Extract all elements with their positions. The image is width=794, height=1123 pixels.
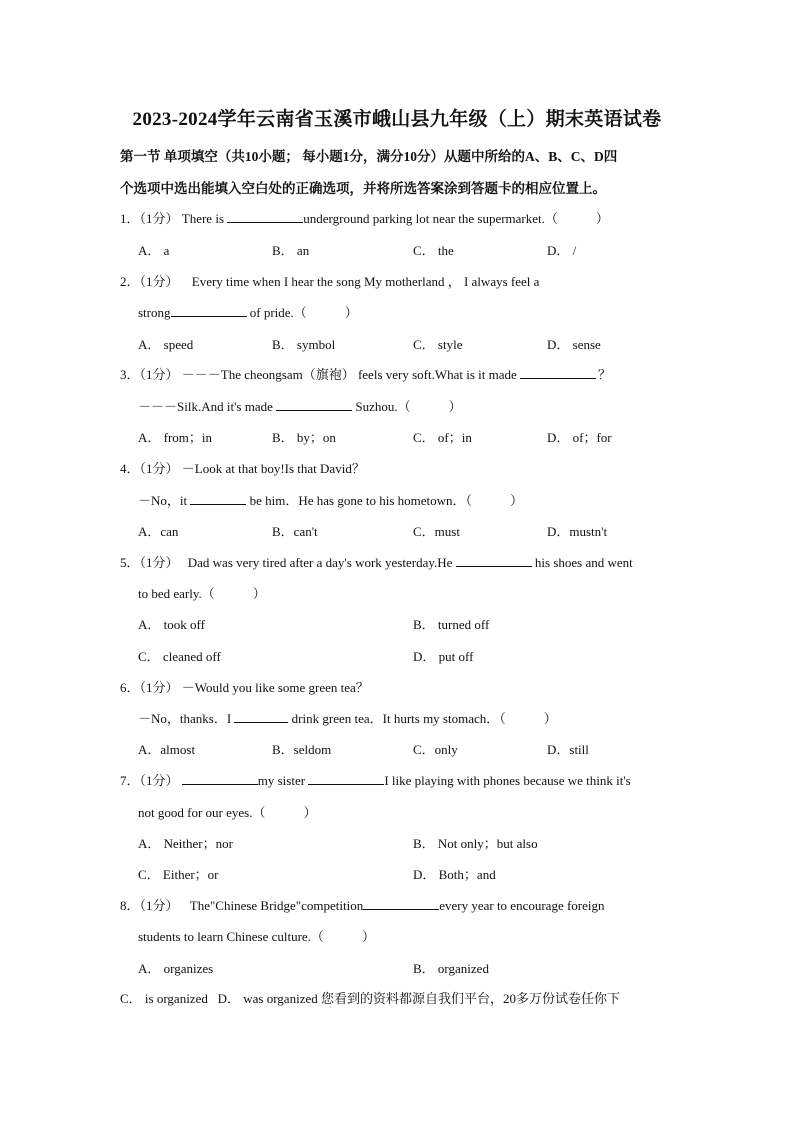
question-stem: my sister — [257, 773, 309, 788]
question-7: 7．（1分） my sister I like playing with phones because we think it's — [120, 773, 631, 788]
option-c: C． Either；or — [138, 867, 219, 882]
option-b: B． by；on — [272, 430, 336, 445]
answer-blank — [363, 897, 439, 910]
option-a: A．almost — [138, 742, 196, 757]
question-3-line2: －－－Silk.And it's made Suzhou.（ ） — [138, 399, 462, 414]
option-b: B． Not only；but also — [413, 836, 538, 851]
option-a: A． speed — [138, 337, 194, 352]
question-5-line2: to bed early.（ ） — [138, 586, 266, 601]
option-a: A． a — [138, 243, 170, 258]
section-instruction-line2: 个选项中选出能填入空白处的正确选项，并将所选答案涂到答题卡的相应位置上。 — [120, 181, 606, 196]
answer-blank — [276, 398, 352, 411]
option-a: A． Neither；nor — [138, 836, 233, 851]
question-3: 3．（1分） －－－The cheongsam（旗袍） feels very soft.What is it made ？ — [120, 367, 612, 382]
question-2-line2: strong of pride.（ ） — [138, 305, 358, 320]
answer-blank — [171, 304, 247, 317]
option-d: D． sense — [547, 337, 601, 352]
option-c: C． style — [413, 337, 463, 352]
promo-text: 您看到的资料都源自我们平台，20多万份试卷任你下 — [320, 991, 620, 1006]
page-title: 2023-2024学年云南省玉溪市峨山县九年级（上）期末英语试卷 — [132, 109, 662, 130]
question-number: 1．（1分） — [120, 211, 179, 226]
option-c: C． of；in — [413, 430, 472, 445]
option-a: A． organizes — [138, 961, 214, 976]
option-b: B． organized — [413, 961, 489, 976]
option-d: D． / — [547, 243, 577, 258]
question-stem: There is — [181, 211, 228, 226]
question-1: 1．（1分） There is underground parking lot near the supermarket.（ ） — [120, 211, 609, 226]
option-b: B．seldom — [272, 742, 332, 757]
question-stem: －－－The cheongsam（旗袍） feels very soft.What is it made — [181, 367, 521, 382]
option-c: C． is organized — [120, 991, 208, 1006]
option-c: C．must — [413, 524, 460, 539]
question-stem: Dad was very tired after a day's work yesterday.He — [187, 555, 456, 570]
question-number: 7．（1分） — [120, 773, 179, 788]
question-number: 5．（1分） — [120, 555, 179, 570]
question-stem: underground parking lot near the supermarket.（ — [303, 211, 558, 226]
question-number: 3．（1分） — [120, 367, 179, 382]
option-d: D． was organized — [217, 991, 318, 1006]
option-a: A． from；in — [138, 430, 213, 445]
question-6 — [120, 677, 369, 696]
option-b: B． symbol — [272, 337, 336, 352]
question-number: 8．（1分） — [120, 898, 179, 913]
option-d: D． put off — [413, 649, 474, 664]
question-number: 2．（1分） — [120, 274, 179, 289]
question-number: 4．（1分） — [120, 461, 179, 476]
option-d: D． Both；and — [413, 867, 496, 882]
option-row-cd — [120, 988, 620, 1007]
option-c: C． the — [413, 243, 454, 258]
question-6-line2: －No，thanks．I drink green tea．It hurts my stomach．（ ） — [138, 711, 557, 726]
question-stem: The"Chinese Bridge"competition — [189, 898, 364, 913]
answer-blank — [182, 772, 258, 785]
question-stem: －Would you like some green tea？ — [181, 680, 369, 695]
question-stem: －Look at that boy!Is that David？ — [181, 461, 365, 476]
question-4 — [120, 458, 365, 477]
answer-blank — [456, 554, 532, 567]
question-number: 6．（1分） — [120, 680, 179, 695]
question-stem: Every time when I hear the song My motherland ， I always feel a — [191, 274, 540, 289]
answer-blank — [190, 492, 246, 505]
question-5: 5．（1分） Dad was very tired after a day's work yesterday.He his shoes and went — [120, 555, 633, 570]
option-d: D．still — [547, 742, 589, 757]
option-b: B． turned off — [413, 617, 490, 632]
answer-blank — [227, 210, 303, 223]
option-a: A． took off — [138, 617, 205, 632]
question-8: 8．（1分） The"Chinese Bridge"competition every year to encourage foreign — [120, 898, 605, 913]
option-c: C．only — [413, 742, 458, 757]
answer-blank — [234, 710, 288, 723]
option-b: B．can't — [272, 524, 318, 539]
option-b: B． an — [272, 243, 310, 258]
question-8-line2: students to learn Chinese culture.（ ） — [138, 929, 375, 944]
option-d: D．mustn't — [547, 524, 608, 539]
section-instruction-line1: 第一节 单项填空（共10小题； 每小题1分，满分10分）从题中所给的A、B、C、D四 — [120, 149, 618, 164]
option-a: A．can — [138, 524, 179, 539]
option-c: C． cleaned off — [138, 649, 221, 664]
question-4-line2: －No，it be him．He has gone to his hometown．（ ） — [138, 493, 524, 508]
answer-blank — [308, 772, 384, 785]
question-2 — [120, 271, 539, 290]
answer-blank — [520, 366, 596, 379]
question-7-line2: not good for our eyes.（ ） — [138, 805, 317, 820]
option-d: D． of；for — [547, 430, 612, 445]
